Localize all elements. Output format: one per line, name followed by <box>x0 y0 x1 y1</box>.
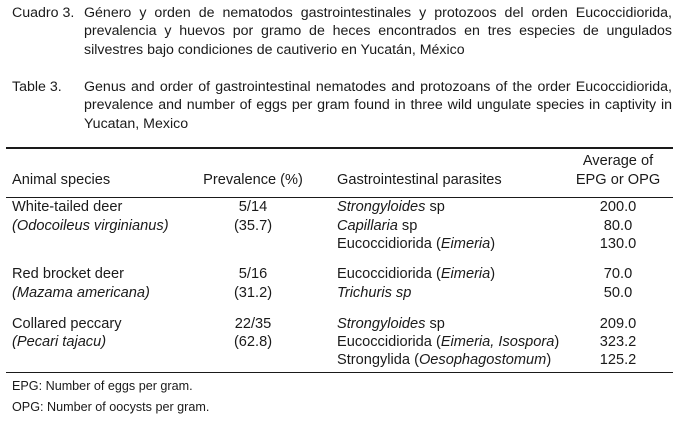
species-scientific-name: (Odocoileus virginianus) <box>12 218 169 234</box>
parasite-average-value: 125.2 <box>599 352 637 368</box>
footnote-opg: OPG: Number of oocysts per gram. <box>12 400 210 414</box>
footnote-epg: EPG: Number of eggs per gram. <box>12 379 193 393</box>
parasite-name: Eucoccidiorida (Eimeria) <box>337 266 496 282</box>
header-prevalence: Prevalence (%) <box>203 172 303 188</box>
caption-spanish-text: Género y orden de nematodos gastrointestinales y protozoos del orden Eucoccidiorida, prevalencia y huevos por gramo de heces encontrados en tres especies de ungulados silvestres bajo condiciones de cautiverio en Yucatán, México <box>84 5 672 58</box>
parasite-name: Eucoccidiorida (Eimeria) <box>337 236 496 252</box>
parasite-average-value: 70.0 <box>603 266 633 282</box>
species-scientific-name: (Mazama americana) <box>12 285 150 301</box>
header-parasites: Gastrointestinal parasites <box>337 172 502 188</box>
prevalence-percent: (35.7) <box>233 218 273 234</box>
header-average-line1: Average of <box>582 153 654 169</box>
table-bottom-rule <box>6 372 673 373</box>
caption-english-text: Genus and order of gastrointestinal nematodes and protozoans of the order Eucoccidiorida, prevalence and number of eggs per gram found in three wild ungulate species in captivity in Yucatan, Mexico <box>84 79 672 132</box>
parasite-name: Eucoccidiorida (Eimeria, Isospora) <box>337 334 560 350</box>
parasite-average-value: 80.0 <box>603 218 633 234</box>
header-average-line2: EPG or OPG <box>575 172 661 188</box>
header-animal-species: Animal species <box>12 172 111 188</box>
parasite-name: Strongyloides sp <box>337 316 445 332</box>
parasite-name: Trichuris sp <box>337 285 412 301</box>
parasite-average-value: 50.0 <box>603 285 633 301</box>
prevalence-ratio: 22/35 <box>234 316 272 332</box>
parasite-average-value: 209.0 <box>599 316 637 332</box>
prevalence-percent: (31.2) <box>233 285 273 301</box>
caption-spanish-label: Cuadro 3. <box>12 5 75 21</box>
caption-english-label: Table 3. <box>12 79 62 95</box>
parasite-name: Strongyloides sp <box>337 199 445 215</box>
species-common-name: Collared peccary <box>12 316 122 332</box>
parasite-name: Strongylida (Oesophagostomum) <box>337 352 552 368</box>
parasite-average-value: 323.2 <box>599 334 637 350</box>
prevalence-percent: (62.8) <box>233 334 273 350</box>
parasite-average-value: 200.0 <box>599 199 637 215</box>
parasite-name: Capillaria sp <box>337 218 418 234</box>
table-top-rule <box>6 147 673 149</box>
parasite-average-value: 130.0 <box>599 236 637 252</box>
prevalence-ratio: 5/16 <box>238 266 268 282</box>
species-common-name: White-tailed deer <box>12 199 123 215</box>
species-scientific-name: (Pecari tajacu) <box>12 334 107 350</box>
species-common-name: Red brocket deer <box>12 266 124 282</box>
caption-english <box>12 78 672 133</box>
prevalence-ratio: 5/14 <box>238 199 268 215</box>
caption-spanish <box>12 4 672 59</box>
